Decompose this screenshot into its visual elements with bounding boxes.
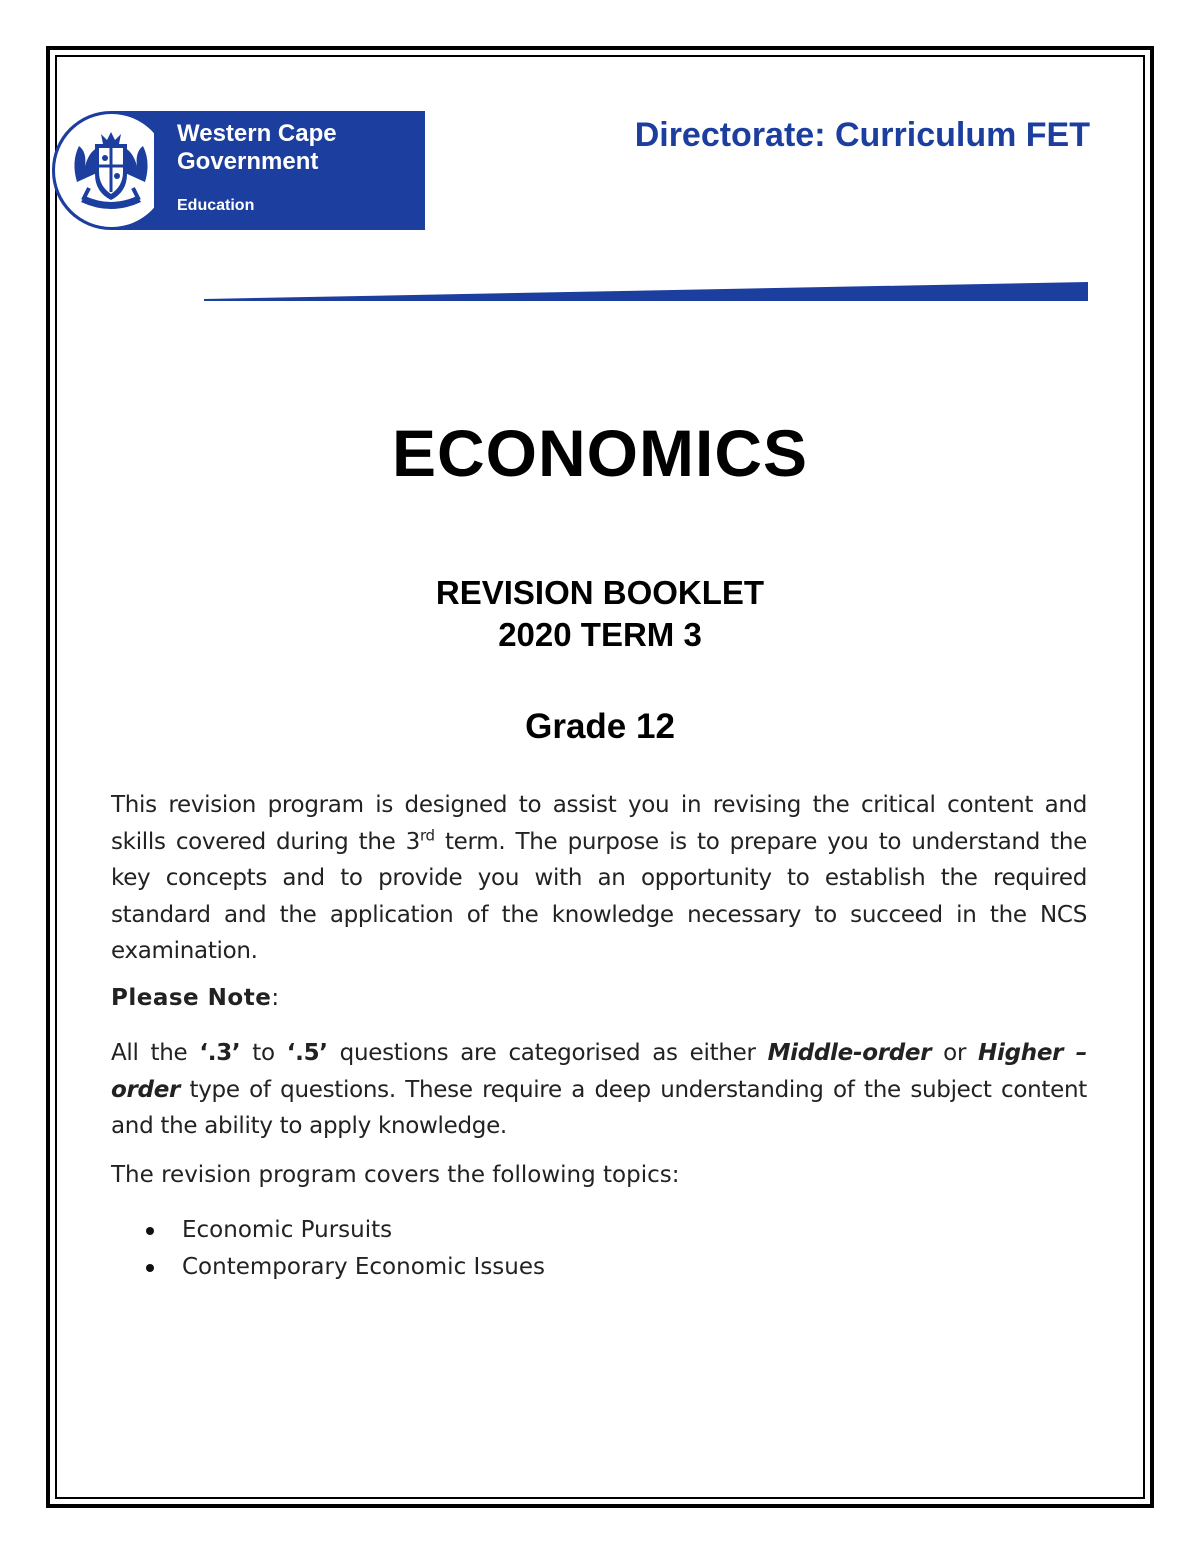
intro-paragraph <box>111 787 1087 970</box>
logo-line-3: Education <box>177 197 255 214</box>
note-question-end: ‘.5’ <box>286 1040 328 1066</box>
note-paragraph <box>111 1035 1087 1145</box>
subtitle-line-2: 2020 TERM 3 <box>498 616 702 653</box>
please-note-text: Please Note <box>111 985 272 1011</box>
list-item <box>146 1212 545 1249</box>
grade-heading: Grade 12 <box>525 707 675 746</box>
note-text-d: or <box>931 1040 979 1066</box>
header-rule <box>204 282 1090 302</box>
document-title: ECONOMICS <box>391 416 809 490</box>
directorate-heading: Directorate: Curriculum FET <box>634 116 1090 154</box>
subtitle-line-1: REVISION BOOKLET <box>435 574 765 611</box>
note-text-a: All the <box>111 1040 200 1066</box>
note-text-e: type of questions. These require a deep understanding of the subject content and the ability to apply knowledge. <box>111 1076 1087 1140</box>
bullet-icon <box>146 1264 154 1272</box>
note-text-c: questions are categorised as either <box>327 1040 768 1066</box>
intro-text-part-2: term. The purpose is to prepare you to understand the key concepts and to provide you with an opportunity to establish the required standard and the application of the knowledge necessary to succeed in the NCS examination. <box>111 828 1088 965</box>
note-text-b: to <box>240 1040 287 1066</box>
please-note-label <box>111 985 1087 1011</box>
intro-superscript: rd <box>419 825 435 844</box>
topics-list <box>146 1212 545 1286</box>
please-note-colon: : <box>271 985 280 1011</box>
logo-line-1: Western Cape <box>177 120 337 147</box>
topic-label: Contemporary Economic Issues <box>182 1254 545 1280</box>
logo-line-2: Government <box>177 148 319 175</box>
coat-of-arms-icon <box>55 114 168 227</box>
list-item <box>146 1249 545 1286</box>
intro-text-part-1: This revision program is designed to assist you in revising the critical content and skills covered during the 3 <box>111 792 1087 855</box>
bullet-icon <box>146 1227 154 1235</box>
topics-intro: The revision program covers the following topics: <box>111 1162 680 1188</box>
higher-order-term: Higher – order <box>111 1040 1087 1103</box>
note-question-start: ‘.3’ <box>199 1040 241 1066</box>
topic-label: Economic Pursuits <box>182 1217 393 1243</box>
middle-order-term: Middle-order <box>767 1040 932 1066</box>
